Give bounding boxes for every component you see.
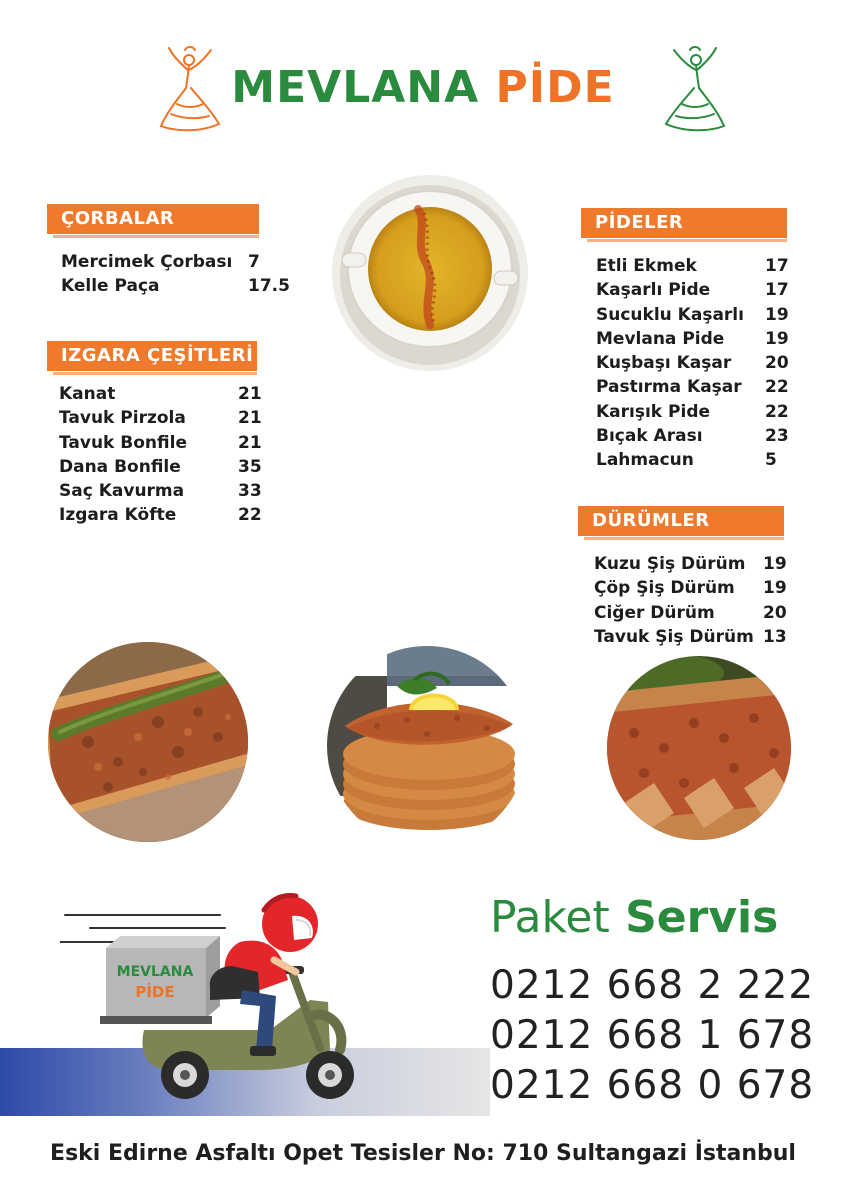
menu-item-price: 23 bbox=[765, 426, 789, 447]
list-pideler bbox=[596, 254, 796, 473]
menu-item-price: 20 bbox=[763, 602, 787, 623]
menu-item-name: Izgara Köfte bbox=[59, 505, 177, 526]
delivery-heading bbox=[490, 892, 778, 943]
menu-item-sac-kavurma bbox=[59, 479, 279, 503]
menu-item-lahmacun bbox=[596, 448, 796, 472]
menu-item-name: Tavuk Bonfile bbox=[59, 432, 187, 453]
menu-item-name: Karışık Pide bbox=[596, 401, 711, 422]
menu-item-kasarli-pide bbox=[596, 278, 796, 302]
delivery-scooter-illustration bbox=[60, 880, 370, 1105]
menu-item-name: Pastırma Kaşar bbox=[596, 377, 742, 398]
section-header-izgara bbox=[47, 341, 257, 371]
section-title-corbalar: ÇORBALAR bbox=[61, 208, 175, 229]
menu-item-price: 17 bbox=[765, 256, 789, 276]
menu-item-name: Dana Bonfile bbox=[59, 456, 181, 477]
brand-word-pide: PİDE bbox=[495, 62, 615, 113]
menu-item-name: Kuşbaşı Kaşar bbox=[596, 353, 732, 374]
list-durumler bbox=[594, 552, 804, 649]
section-header-durumler bbox=[578, 506, 784, 536]
menu-item-izgara-kofte bbox=[59, 503, 279, 527]
menu-item-ciger-durum bbox=[594, 601, 804, 625]
menu-item-cop-sis-durum bbox=[594, 576, 804, 600]
menu-item-price: 21 bbox=[238, 384, 262, 404]
section-title-izgara: IZGARA ÇEŞİTLERİ bbox=[61, 345, 254, 366]
menu-item-price: 19 bbox=[765, 304, 789, 325]
brand-word-mevlana: MEVLANA bbox=[231, 62, 480, 113]
section-title-pideler: PİDELER bbox=[595, 212, 684, 233]
box-brand-pide: PİDE bbox=[135, 983, 175, 1001]
section-title-durumler: DÜRÜMLER bbox=[592, 510, 710, 531]
box-brand-mevlana: MEVLANA bbox=[116, 964, 194, 980]
menu-item-kelle-paca bbox=[61, 274, 301, 298]
delivery-word-paket: Paket bbox=[490, 892, 610, 943]
menu-item-etli-ekmek bbox=[596, 254, 796, 278]
menu-item-name: Kaşarlı Pide bbox=[596, 280, 711, 301]
menu-item-price: 21 bbox=[238, 432, 262, 453]
menu-item-kuzu-sis-durum bbox=[594, 552, 804, 576]
menu-item-bicak-arasi bbox=[596, 424, 796, 448]
whirling-dervish-icon-right bbox=[660, 44, 730, 136]
menu-item-price: 33 bbox=[238, 481, 262, 502]
menu-item-price: 19 bbox=[763, 578, 787, 599]
menu-item-price: 35 bbox=[238, 456, 262, 477]
phone-number-2[interactable]: 0212 668 1 678 bbox=[490, 1013, 815, 1058]
menu-item-tavuk-pirzola bbox=[59, 406, 279, 430]
kiymali-pide-image bbox=[604, 653, 794, 843]
menu-item-dana-bonfile bbox=[59, 455, 279, 479]
phone-number-1[interactable]: 0212 668 2 222 bbox=[490, 963, 815, 1008]
menu-item-name: Çöp Şiş Dürüm bbox=[594, 578, 735, 599]
menu-item-price: 17 bbox=[765, 280, 789, 301]
lentil-soup-image bbox=[330, 173, 530, 373]
menu-item-price: 17.5 bbox=[248, 276, 290, 297]
menu-item-price: 7 bbox=[248, 252, 260, 272]
section-header-corbalar bbox=[47, 204, 259, 234]
menu-item-price: 22 bbox=[765, 401, 789, 422]
menu-item-price: 20 bbox=[765, 353, 789, 374]
menu-item-karisik-pide bbox=[596, 400, 796, 424]
address-text: Eski Edirne Asfaltı Opet Tesisler No: 710 Sultangazi İstanbul bbox=[50, 1141, 796, 1166]
menu-item-kusbasi-kasar bbox=[596, 351, 796, 375]
menu-item-kanat bbox=[59, 382, 279, 406]
menu-item-name: Tavuk Pirzola bbox=[59, 408, 186, 429]
list-izgara bbox=[59, 382, 279, 528]
delivery-box-label bbox=[112, 962, 198, 1002]
menu-item-name: Saç Kavurma bbox=[59, 481, 185, 502]
menu-item-name: Etli Ekmek bbox=[596, 256, 697, 276]
menu-item-pastirma-kasar bbox=[596, 375, 796, 399]
menu-item-name: Bıçak Arası bbox=[596, 426, 703, 447]
menu-item-price: 13 bbox=[763, 626, 787, 647]
menu-item-name: Tavuk Şiş Dürüm bbox=[594, 626, 754, 647]
pide-with-pepper-image bbox=[48, 642, 248, 842]
menu-item-mevlana-pide bbox=[596, 327, 796, 351]
menu-item-name: Ciğer Dürüm bbox=[594, 602, 715, 623]
lahmacun-stack-image bbox=[327, 646, 527, 846]
menu-item-name: Kanat bbox=[59, 384, 116, 404]
menu-item-price: 22 bbox=[238, 505, 262, 526]
menu-item-price: 21 bbox=[238, 408, 262, 429]
delivery-word-servis: Servis bbox=[625, 892, 779, 943]
menu-item-price: 19 bbox=[765, 328, 789, 349]
menu-item-price: 22 bbox=[765, 377, 789, 398]
phone-number-3[interactable]: 0212 668 0 678 bbox=[490, 1063, 815, 1108]
menu-item-name: Mevlana Pide bbox=[596, 328, 725, 349]
menu-item-name: Lahmacun bbox=[596, 450, 694, 471]
menu-item-name: Mercimek Çorbası bbox=[61, 252, 233, 272]
menu-item-price: 19 bbox=[763, 554, 787, 574]
menu-item-tavuk-sis-durum bbox=[594, 625, 804, 649]
list-corbalar bbox=[61, 250, 301, 299]
section-header-pideler bbox=[581, 208, 787, 238]
menu-item-name: Kelle Paça bbox=[61, 276, 160, 297]
menu-item-sucuklu-kasarli bbox=[596, 303, 796, 327]
menu-item-mercimek-corbasi bbox=[61, 250, 301, 274]
menu-item-name: Sucuklu Kaşarlı bbox=[596, 304, 744, 325]
menu-item-name: Kuzu Şiş Dürüm bbox=[594, 554, 746, 574]
menu-item-price: 5 bbox=[765, 450, 777, 471]
menu-item-tavuk-bonfile bbox=[59, 431, 279, 455]
